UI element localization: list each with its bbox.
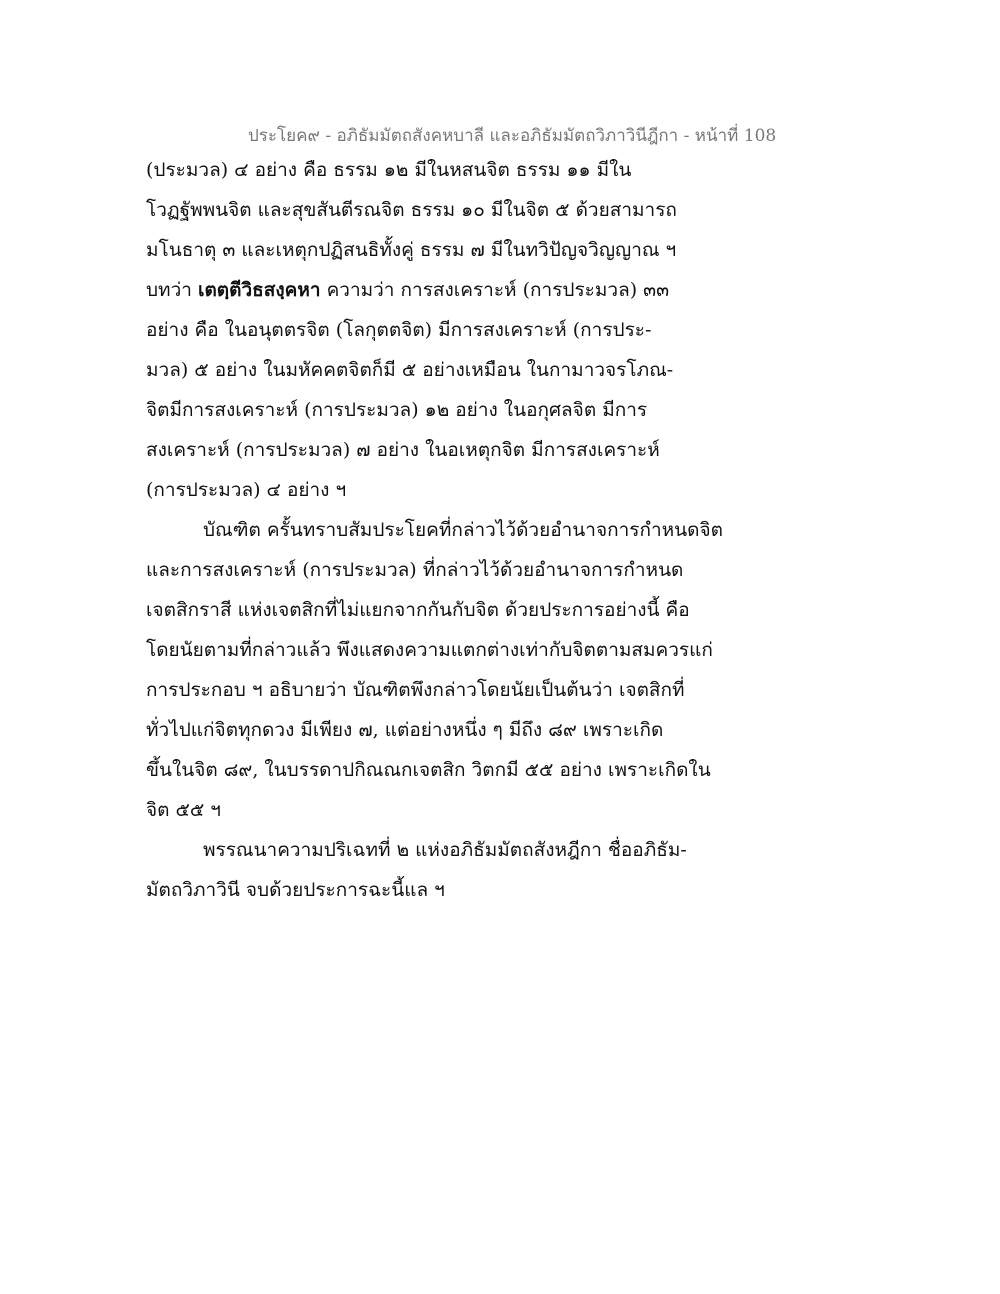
text-line: (การประมวล) ๔ อย่าง ฯ (146, 479, 347, 501)
text-line: โดยนัยตามที่กล่าวแล้ว พึงแสดงความแตกต่างเท่ากับจิตตามสมควรแก่ (146, 639, 713, 661)
text-line: ขึ้นในจิต ๘๙, ในบรรดาปกิณณกเจตสิก วิตกมี ๕๕ อย่าง เพราะเกิดใน (146, 759, 711, 781)
paragraph-start-line: พรรณนาความปริเฉทที่ ๒ แห่งอภิธัมมัตถสังหฎีกา ชื่ออภิธัม- (203, 839, 687, 861)
text-line: สงเคราะห์ (การประมวล) ๗ อย่าง ในอเหตุกจิต มีการสงเคราะห์ (146, 439, 660, 461)
paragraph-start-line: บัณฑิต ครั้นทราบสัมประโยคที่กล่าวไว้ด้วยอำนาจการกำหนดจิต (203, 519, 723, 541)
text-line: และการสงเคราะห์ (การประมวล) ที่กล่าวไว้ด้วยอำนาจการกำหนด (146, 559, 684, 581)
line-prefix: บทว่า (146, 279, 198, 301)
text-line: เจตสิกราสี แห่งเจตสิกที่ไม่แยกจากกันกับจิต ด้วยประการอย่างนี้ คือ (146, 599, 690, 621)
body-text (146, 150, 746, 910)
line-suffix: ความว่า การสงเคราะห์ (การประมวล) ๓๓ (320, 279, 670, 301)
text-line: จิตมีการสงเคราะห์ (การประมวล) ๑๒ อย่าง ในอกุศลจิต มีการ (146, 399, 648, 421)
text-line: อย่าง คือ ในอนุตตรจิต (โลกุตตจิต) มีการสงเคราะห์ (การประ- (146, 319, 652, 341)
text-line: โวฏฐัพพนจิต และสุขสันตีรณจิต ธรรม ๑๐ มีในจิต ๕ ด้วยสามารถ (146, 199, 677, 221)
text-line: (ประมวล) ๔ อย่าง คือ ธรรม ๑๒ มีในหสนจิต ธรรม ๑๑ มีใน (146, 159, 632, 181)
text-line: มัตถวิภาวินี จบด้วยประการฉะนี้แล ฯ (146, 879, 445, 901)
text-line: ทั่วไปแก่จิตทุกดวง มีเพียง ๗, แต่อย่างหนึ่ง ๆ มีถึง ๘๙ เพราะเกิด (146, 719, 664, 741)
text-line: การประกอบ ฯ อธิบายว่า บัณฑิตพึงกล่าวโดยนัยเป็นต้นว่า เจตสิกที่ (146, 679, 685, 701)
running-header: ประโยค๙ - อภิธัมมัตถสังคหบาลี และอภิธัมมัตถวิภาวินีฎีกา - หน้าที่ 108 (248, 126, 777, 146)
text-line-with-bold-term (146, 270, 746, 310)
text-line: มโนธาตุ ๓ และเหตุกปฏิสนธิทั้งคู่ ธรรม ๗ มีในทวิปัญจวิญญาณ ฯ (146, 239, 677, 261)
text-line: มวล) ๕ อย่าง ในมหัคคตจิตก็มี ๕ อย่างเหมือน ในกามาวจรโภณ- (146, 359, 674, 381)
text-line: จิต ๕๕ ฯ (146, 799, 221, 821)
bold-term: เตตฺตีวิธสงฺคหา (197, 279, 321, 301)
